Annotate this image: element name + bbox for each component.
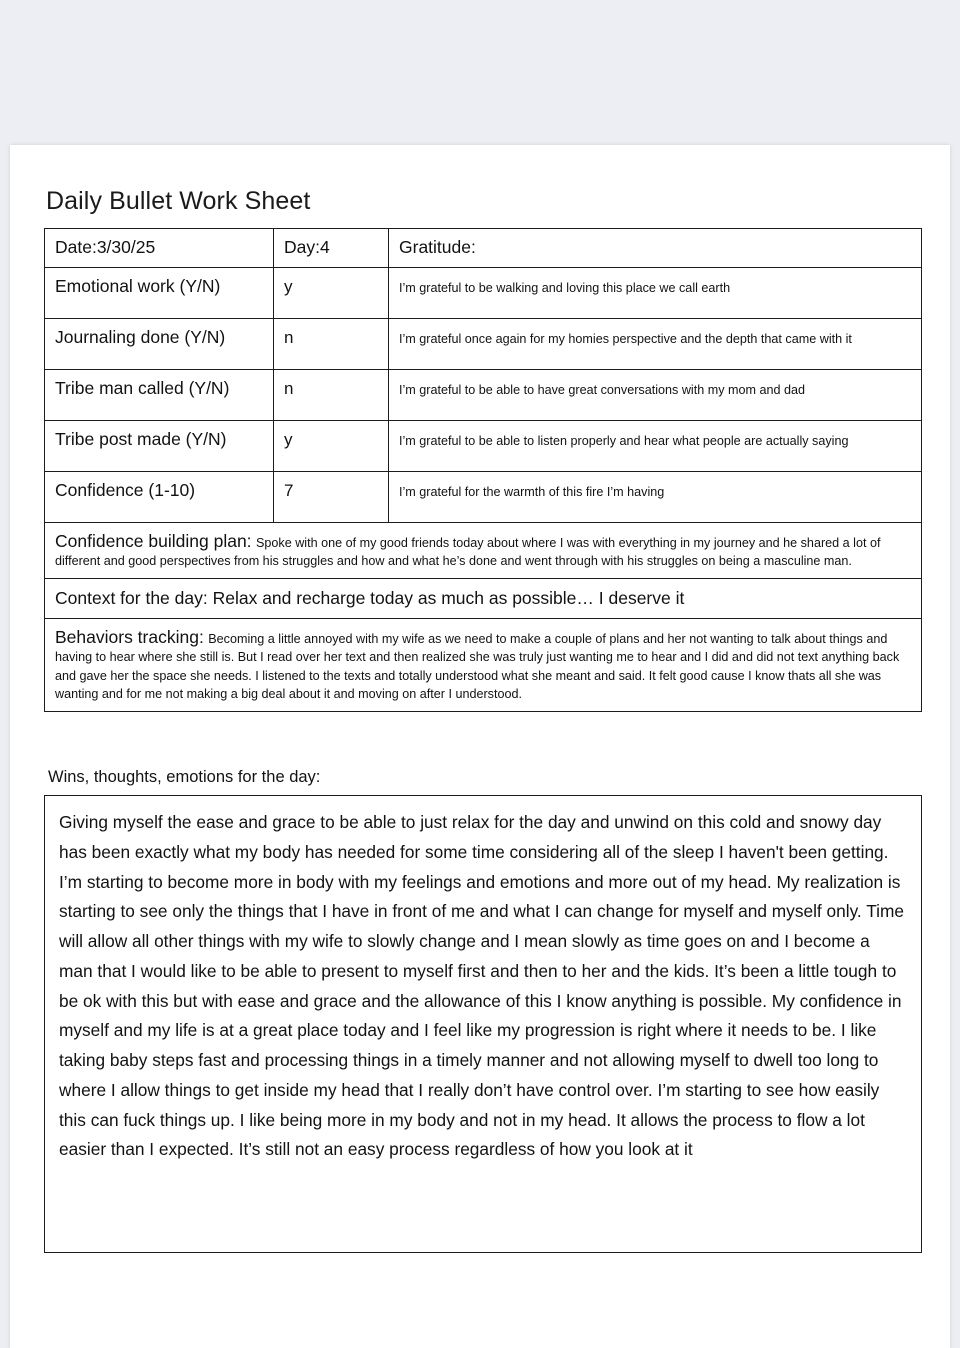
row-value-cell xyxy=(274,369,389,420)
row-value: y xyxy=(284,429,293,449)
gratitude-item: I’m grateful to be able to have great conversations with my mom and dad xyxy=(399,382,806,397)
wins-section-label: Wins, thoughts, emotions for the day: xyxy=(48,768,321,787)
context-row xyxy=(45,579,922,619)
context-text: Context for the day: Relax and recharge today as much as possible… I deserve it xyxy=(55,588,685,609)
row-value: 7 xyxy=(284,480,294,500)
row-value-cell xyxy=(274,318,389,369)
wins-body: Giving myself the ease and grace to be able to just relax for the day and unwind on this cold and snowy day has been exactly what my body has needed for some time considering all of the sleep I haven't been getting. I’m starting to become more in body with my feelings and emotions and more out of my head. My realization is starting to see only the things that I have in front of me and what I can change for myself and myself only. Time will allow all other things with my wife to slowly change and I mean slowly as time goes on and I become a man that I would like to be able to present to myself first and then to her and the kids. It’s been a little tough to be ok with this but with ease and grace and the allowance of this I know anything is possible. My confidence in myself and my life is at a great place today and I feel like my progression is right where it needs to be. I like taking baby steps fast and processing things in a timely manner and not allowing myself to dwell too long to where I allow things to get inside my head that I really don’t have control over. I’m starting to see how easily this can fuck things up. I like being more in my body and not in my head. It allows the process to flow a lot easier than I expected. It’s still not an easy process regardless of how you look at it xyxy=(59,812,904,1160)
row-value-cell xyxy=(274,420,389,471)
table-header-row xyxy=(45,229,922,268)
behaviors-row xyxy=(45,619,922,712)
gratitude-label: Gratitude: xyxy=(399,237,476,257)
row-label: Tribe post made (Y/N) xyxy=(55,428,227,449)
wins-box xyxy=(44,795,922,1253)
table-row xyxy=(45,471,922,522)
gratitude-header-cell xyxy=(389,229,922,268)
gratitude-cell xyxy=(389,267,922,318)
table-row xyxy=(45,267,922,318)
gratitude-item: I’m grateful for the warmth of this fire I’m having xyxy=(399,484,665,499)
confidence-plan-cell xyxy=(45,522,922,579)
gratitude-cell xyxy=(389,420,922,471)
row-value: n xyxy=(284,327,294,347)
date-label: Date:3/30/25 xyxy=(55,237,156,257)
gratitude-item: I’m grateful once again for my homies perspective and the depth that came with it xyxy=(399,331,852,346)
document-page xyxy=(10,145,950,1348)
gratitude-item: I’m grateful to be walking and loving this place we call earth xyxy=(399,280,731,295)
gratitude-cell xyxy=(389,369,922,420)
daily-bullet-table xyxy=(44,228,922,712)
confidence-plan-heading: Confidence building plan: xyxy=(55,530,252,551)
table-row xyxy=(45,369,922,420)
behaviors-body: Becoming a little annoyed with my wife as we need to make a couple of plans and her not wanting to talk about things and having to hear where she still is. But I read over her text and then realized she was truly just wanting me to hear and I did and did not text anything back and gave her the space she needs. I listened to the texts and totally understood what she meant and said. It felt good cause I know thats all she was wanting and for me not making a big deal about it and moving on after I understood. xyxy=(55,632,900,701)
gratitude-cell xyxy=(389,318,922,369)
context-cell xyxy=(45,579,922,619)
table-row xyxy=(45,318,922,369)
behaviors-heading: Behaviors tracking: xyxy=(55,627,204,648)
date-cell xyxy=(45,229,274,268)
page-content xyxy=(10,145,950,1253)
row-value: y xyxy=(284,276,293,296)
row-label-cell xyxy=(45,369,274,420)
day-label: Day:4 xyxy=(284,237,330,257)
row-label-cell xyxy=(45,420,274,471)
confidence-plan-body: Spoke with one of my good friends today about where I was with everything in my journey and he shared a lot of different and good perspectives from his struggles and how and what he’s done and went through with his struggles on being a masculine man. xyxy=(55,535,881,569)
confidence-plan-row xyxy=(45,522,922,579)
row-label-cell xyxy=(45,318,274,369)
gratitude-item: I’m grateful to be able to listen properly and hear what people are actually saying xyxy=(399,433,849,448)
row-value-cell xyxy=(274,267,389,318)
row-label: Tribe man called (Y/N) xyxy=(55,377,230,398)
row-value-cell xyxy=(274,471,389,522)
row-label: Journaling done (Y/N) xyxy=(55,326,226,347)
behaviors-cell xyxy=(45,619,922,712)
row-value: n xyxy=(284,378,294,398)
gratitude-cell xyxy=(389,471,922,522)
row-label: Emotional work (Y/N) xyxy=(55,275,221,296)
table-row xyxy=(45,420,922,471)
row-label: Confidence (1-10) xyxy=(55,479,196,500)
row-label-cell xyxy=(45,267,274,318)
page-title: Daily Bullet Work Sheet xyxy=(46,187,311,215)
day-cell xyxy=(274,229,389,268)
row-label-cell xyxy=(45,471,274,522)
